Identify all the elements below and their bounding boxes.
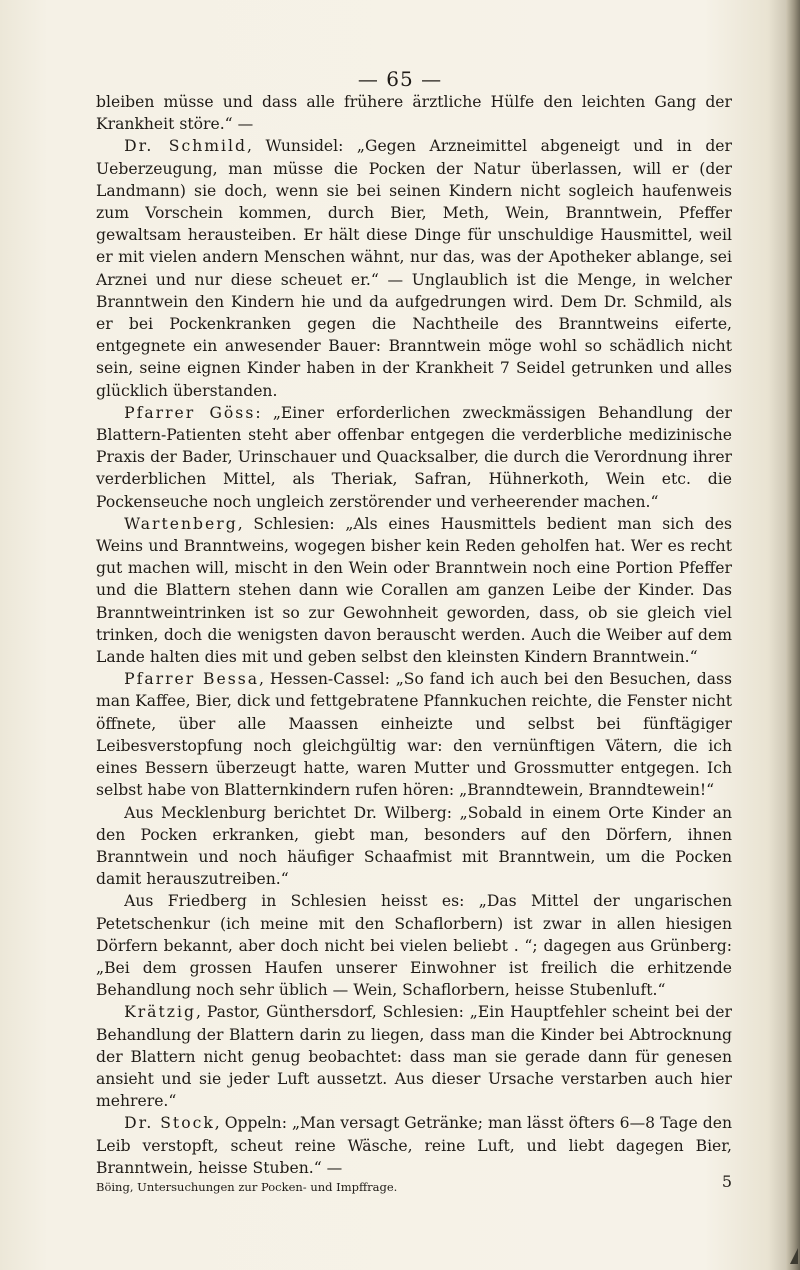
paragraph-kraetzig	[96, 1001, 732, 1112]
footer-citation: Böing, Untersuchungen zur Pocken- und Impffrage.	[96, 1180, 398, 1194]
paragraph-text: : „Sobald in einem Orte Kinder an den Pocken erkranken, giebt man, besonders auf den Dörfern, ihnen Branntwein und noch häufiger Schaafmist mit Branntwein, um die Pocken damit herauszutreiben.“	[96, 803, 732, 889]
paragraph-wilberg	[96, 802, 732, 891]
page-number: — 65 —	[357, 67, 443, 91]
paragraph-text: Aus Friedberg in Schlesien heisst es: „Das Mittel der ungarischen Petetschenkur (ich meine mit den Schaflorbern) ist zwar in allen hiesigen Dörfern bekannt, aber doch nicht bei vielen beliebt . “; dagegen aus Grünberg: „Bei dem grossen Haufen unserer Einwohner ist freilich die erhitzende Behandlung noch sehr üblich — Wein, Schaflorbern, heisse Stubenluft.“	[96, 892, 732, 1000]
paragraph-text: : „Einer erforderlichen zweckmässigen Behandlung der Blattern-Patienten steht aber offenbar entgegen die verderbliche medizinische Praxis der Bader, Urinschauer und Quacksalber, die durch die Verordnung ihrer verderblichen Mittel, als Theriak, Safran, Hühnerkoth, Wein etc. die Pockenseuche noch ungleich zerstörender und verheerender machen.“	[96, 403, 732, 511]
paragraph-text: , Wunsidel: „Gegen Arzneimittel abgeneigt und in der Ueberzeugung, man müsse die Pocken der Natur überlassen, will er (der Landmann) sie doch, wenn sie bei seinen Kindern nicht sogleich haufenweis zum Vorschein kommen, durch Bier, Meth, Wein, Branntwein, Pfeffer gewaltsam herausteiben. Er hält diese Dinge für unschuldige Hausmittel, weil er mit vielen andern Menschen wähnt, nur das, was der Apotheker ablange, sei Arznei und nur diese scheuet er.“ — Unglaublich ist die Menge, in welcher Branntwein den Kindern hie und da aufgedrungen wird. Dem Dr. Schmild, als er bei Pockenkranken gegen die Nachtheile des Branntweins eiferte, entgegnete ein anwesender Bauer: Branntwein möge wohl so schädlich nicht sein, seine eignen Kinder haben in der Krankheit 7 Seidel getrunken und alles glücklich überstanden.	[96, 137, 732, 400]
speaker-name: Krätzig	[124, 1003, 196, 1022]
corner-marker-icon	[790, 1248, 798, 1264]
paragraph-text: , Oppeln: „Man versagt Getränke; man lässt öfters 6—8 Tage den Leib verstopft, scheut reine Wäsche, reine Luft, und liebt dagegen Bier, Branntwein, heisse Stuben.“ —	[96, 1114, 732, 1177]
signature-mark: 5	[721, 1172, 732, 1191]
paragraph-schmild	[96, 135, 732, 401]
paragraph-goess	[96, 402, 732, 513]
speaker-name: Pfarrer Göss	[124, 403, 256, 422]
paragraph-stock	[96, 1112, 732, 1179]
speaker-name: Dr. Schmild	[124, 137, 247, 156]
paragraph-text: , Pastor, Günthersdorf, Schlesien: „Ein Hauptfehler scheint bei der Behandlung der Blattern darin zu liegen, dass man die Kinder bei Abtrocknung der Blattern nicht genug beobachtet: dass man sie gerade dann für genesen ansieht und sie jeder Luft aussetzt. Aus dieser Ursache verstarben auch hier mehrere.“	[96, 1003, 732, 1111]
paragraph-text: , Schlesien: „Als eines Hausmittels bedient man sich des Weins und Branntweins, wogegen bisher kein Reden geholfen hat. Wer es recht gut machen will, mischt in den Wein oder Branntwein noch eine Portion Pfeffer und die Blattern stehen dann wie Corallen am ganzen Leibe der Kinder. Das Branntweintrinken ist so zur Gewohnheit geworden, dass, ob sie gleich viel trinken, doch die wenigsten davon berauscht werden. Auch die Weiber auf dem Lande halten dies mit und geben selbst den kleinsten Kindern Branntwein.“	[96, 514, 732, 667]
paragraph-text: , Hessen-Cassel: „So fand ich auch bei den Besuchen, dass man Kaffee, Bier, dick und fettgebratene Pfannkuchen reichte, die Fenster nicht öffnete, über alle Maassen einheizte und selbst bei fünftägiger Leibesverstopfung noch gleichgültig war: den vernünftigen Vätern, die ich eines Bessern überzeugt hatte, waren Mutter und Grossmutter entgegen. Ich selbst habe von Blatternkindern rufen hören: „Branndtewein, Branndtewein!“	[96, 670, 732, 800]
speaker-name: Dr. Stock	[124, 1114, 215, 1133]
page-footer	[96, 1172, 732, 1194]
page-edge-shadow	[786, 0, 800, 1270]
paragraph-friedberg	[96, 890, 732, 1001]
paragraph-continuation: bleiben müsse und dass alle frühere ärztliche Hülfe den leichten Gang der Krankheit störe.“ —	[96, 93, 732, 134]
body-text	[96, 91, 732, 1179]
speaker-name: Aus Mecklenburg berichtet Dr. Wilberg	[124, 803, 447, 822]
paragraph-wartenberg	[96, 513, 732, 668]
speaker-name: Wartenberg	[124, 514, 238, 533]
paragraph-bessa	[96, 668, 732, 801]
speaker-name: Pfarrer Bessa	[124, 670, 260, 689]
